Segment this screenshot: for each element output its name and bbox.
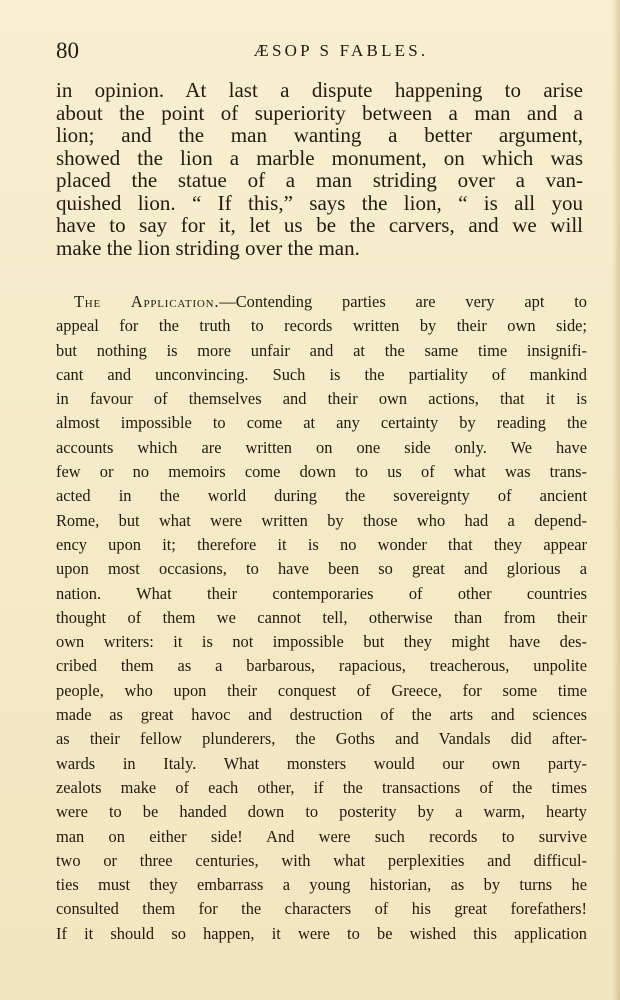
application-line: nation. What their contemporaries of other countries bbox=[56, 583, 587, 603]
application-line: acted in the world during the sovereignty of ancient bbox=[56, 486, 587, 506]
fable-line: quished lion. “ If this,” says the lion, “ is all you bbox=[56, 190, 583, 215]
application-line: Rome, but what were written by those who had a depend- bbox=[56, 510, 587, 530]
application-line: own writers: it is not impossible but they might have des- bbox=[56, 632, 587, 652]
application-line: zealots make of each other, if the transactions of the times bbox=[56, 777, 587, 797]
application-line: consulted them for the characters of his great forefathers! bbox=[56, 899, 587, 919]
application-line: thought of them we cannot tell, otherwise than from their bbox=[56, 607, 587, 627]
fable-line: showed the lion a marble monument, on which was bbox=[56, 145, 583, 170]
application-line: people, who upon their conquest of Greece, for some time bbox=[56, 680, 587, 700]
application-line: but nothing is more unfair and at the same time insignifi- bbox=[56, 340, 587, 360]
application-line: almost impossible to come at any certainty by reading the bbox=[56, 413, 587, 433]
application-first-line bbox=[56, 290, 587, 314]
fable-line: make the lion striding over the man. bbox=[56, 235, 360, 260]
application-line: made as great havoc and destruction of the arts and sciences bbox=[56, 705, 587, 725]
fable-line: in opinion. At last a dispute happening to arise bbox=[56, 78, 583, 102]
page-number: 80 bbox=[56, 38, 79, 63]
fable-text bbox=[56, 79, 583, 259]
application-line: upon most occasions, to have been so great and glorious a bbox=[56, 559, 587, 579]
application-text bbox=[56, 290, 587, 946]
fable-line: have to say for it, let us be the carvers, and we will bbox=[56, 213, 583, 237]
application-line: as their fellow plunderers, the Goths and Vandals did after- bbox=[56, 729, 587, 749]
application-line: were to be handed down to posterity by a warm, hearty bbox=[56, 802, 587, 822]
application-line: in favour of themselves and their own actions, that it is bbox=[56, 389, 587, 409]
application-line: accounts which are written on one side only. We have bbox=[56, 437, 587, 457]
running-title: ÆSOP S FABLES. bbox=[253, 41, 429, 60]
fable-line: about the point of superiority between a man and a bbox=[56, 100, 583, 125]
application-line: appeal for the truth to records written by their own side; bbox=[56, 316, 587, 336]
application-line: If it should so happen, it were to be wished this application bbox=[56, 923, 587, 943]
application-line: two or three centuries, with what perplexities and difficul- bbox=[56, 850, 587, 870]
application-heading: The Application. bbox=[74, 292, 220, 311]
application-line: ties must they embarrass a young historian, as by turns he bbox=[56, 875, 587, 895]
fable-line: lion; and the man wanting a better argument, bbox=[56, 123, 583, 147]
application-line: cribed them as a barbarous, rapacious, treacherous, unpolite bbox=[56, 656, 587, 676]
application-line: cant and unconvincing. Such is the partiality of mankind bbox=[56, 364, 587, 384]
page-edge-shadow bbox=[612, 0, 620, 1000]
fable-line: placed the statue of a man striding over a van- bbox=[56, 168, 583, 192]
application-line: wards in Italy. What monsters would our own party- bbox=[56, 753, 587, 773]
page-header bbox=[56, 38, 586, 64]
application-first-line-rest: —Contending parties are very apt to bbox=[219, 292, 587, 311]
application-line: ency upon it; therefore it is no wonder that they appear bbox=[56, 534, 587, 554]
application-line: few or no memoirs come down to us of what was trans- bbox=[56, 462, 587, 482]
application-line: man on either side! And were such records to survive bbox=[56, 826, 587, 846]
